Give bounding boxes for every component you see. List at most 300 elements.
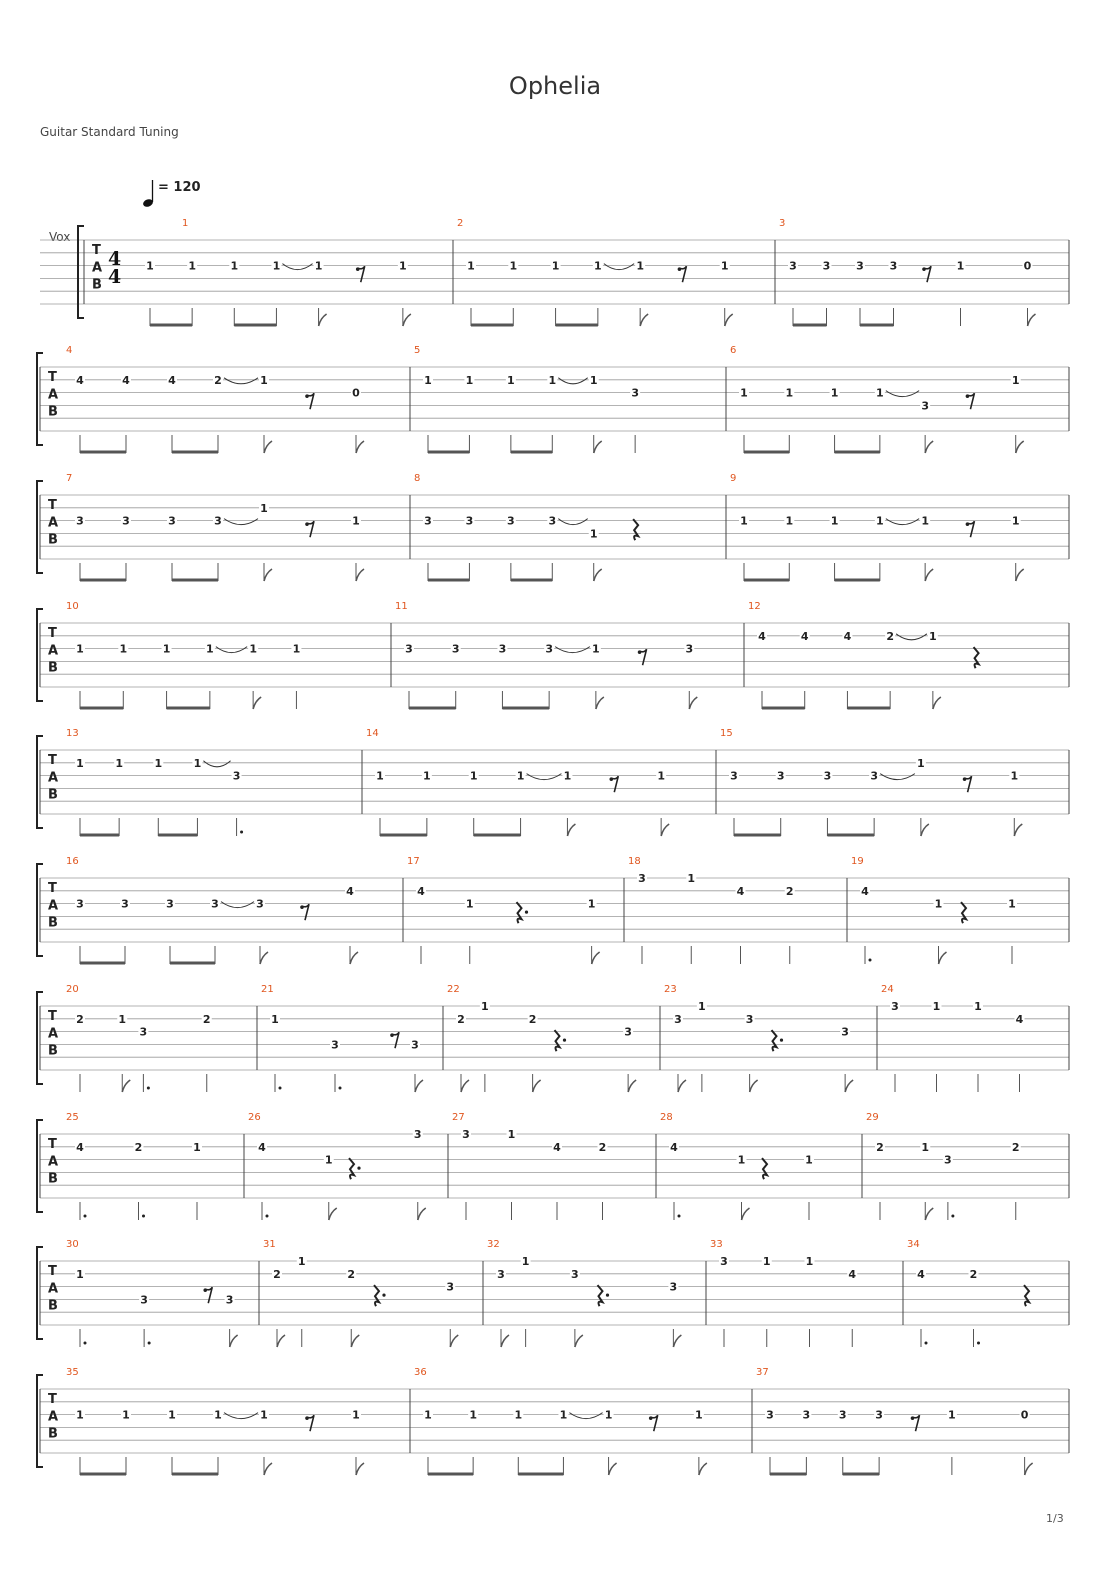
note-beam [167,707,210,710]
tab-clef-letter: T [48,1009,57,1024]
fret-number: 4 [670,1140,678,1154]
measure [457,218,733,327]
measure-number: 15 [720,728,733,739]
fret-number: 1 [1010,769,1019,783]
measure [720,728,1022,837]
fret-number: 1 [76,642,84,656]
fret-number: 3 [424,514,432,528]
fret-number: 4 [758,629,766,643]
eighth-flag [319,314,327,326]
fret-number: 3 [571,1267,579,1281]
fret-number: 3 [214,514,222,528]
fret-number: 1 [720,259,729,273]
measure [395,601,697,710]
eighth-flag [351,1335,359,1347]
fret-number: 2 [214,373,222,387]
measure-number: 2 [457,218,464,229]
note-beam [744,579,789,582]
note-beam [234,324,276,327]
measure-number: 11 [395,601,408,612]
fret-number: 3 [405,642,413,656]
tab-clef-letter: B [48,787,58,803]
measure [248,1112,426,1220]
duration-dot [147,1087,150,1090]
tab-clef-letter: A [48,1409,59,1425]
duration-dot [279,1087,282,1090]
tab-clef-letter: B [48,915,58,931]
fret-number: 3 [841,1025,849,1039]
eighth-flag [1025,1463,1033,1475]
note-beam [80,834,119,837]
rest-dot [606,1294,609,1297]
duration-dot [148,1342,151,1345]
fret-number: 1 [830,386,839,400]
fret-number: 1 [934,897,943,911]
measure-number: 21 [261,984,274,995]
tab-clef-letter: T [48,1137,57,1152]
eighth-flag [253,697,261,709]
eighth-flag [350,952,358,964]
fret-number: 1 [206,642,214,656]
eighth-flag [725,314,733,326]
fret-number: 1 [467,259,475,273]
tie-arc [886,519,919,525]
fret-number: 3 [122,514,130,528]
tab-clef-letter: T [48,498,57,513]
fret-number: 4 [76,373,84,387]
fret-number: 4 [417,884,425,898]
fret-number: 1 [785,514,794,528]
fret-number: 3 [232,769,241,783]
measure-number: 37 [756,1367,769,1378]
eighth-flag [264,1463,272,1475]
fret-number: 1 [589,373,598,387]
fret-number: 1 [956,259,965,273]
measure-number: 29 [866,1112,879,1123]
time-signature-top: 4 [108,248,122,270]
fret-number: 3 [507,514,515,528]
fret-number: 1 [563,769,572,783]
tie-arc [216,647,247,653]
eighth-flag [594,569,602,581]
note-beam [471,324,513,327]
measure [66,728,243,837]
fret-number: 1 [260,373,268,387]
tab-clef-letter: B [48,1171,58,1187]
measure-number: 36 [414,1367,427,1378]
fret-number: 2 [969,1267,978,1281]
eighth-rest-dot [305,394,309,398]
quarter-rest [517,902,522,923]
note-beam [474,834,521,837]
eighth-flag [1028,314,1036,326]
note-beam [80,579,126,582]
quarter-rest [762,1158,767,1179]
measure [756,1367,1033,1476]
fret-number: 1 [932,1000,941,1013]
fret-number: 1 [514,1408,523,1422]
fret-number: 1 [76,756,84,770]
eighth-flag [933,697,941,709]
fret-number: 4 [843,629,852,643]
quarter-rest [349,1158,354,1179]
fret-number: 1 [118,1012,127,1026]
fret-number: 1 [594,259,602,273]
fret-number: 2 [876,1140,884,1154]
tab-clef-letter: T [48,370,57,385]
measure-number: 1 [182,218,189,229]
eighth-flag [673,1335,681,1347]
fret-number: 1 [260,501,268,515]
measure [407,856,600,964]
eighth-flag [925,441,933,453]
fret-number: 2 [273,1267,281,1281]
measure [907,1239,1029,1347]
fret-number: 1 [193,756,202,770]
measure [452,1112,608,1220]
fret-number: 2 [886,629,894,643]
fret-number: 1 [154,756,163,770]
note-beam [843,1473,879,1476]
quarter-rest [974,647,979,668]
duration-dot [977,1342,980,1345]
measure [779,218,1036,327]
duration-dot [339,1087,342,1090]
fret-number: 3 [766,1408,774,1422]
measure-number: 9 [730,473,737,484]
tab-clef-letter: B [92,277,102,293]
fret-number: 4 [258,1140,266,1154]
fret-number: 3 [674,1012,682,1026]
eighth-flag [329,1208,337,1220]
quarter-rest [598,1285,603,1306]
note-beam [762,707,805,710]
measure-number: 10 [66,601,79,612]
fret-number: 1 [119,642,128,656]
fret-number: 0 [1023,259,1032,273]
fret-number: 0 [1020,1408,1029,1422]
fret-number: 3 [451,642,460,656]
fret-number: 0 [352,386,360,400]
fret-number: 3 [168,514,176,528]
measure-number: 34 [907,1239,920,1250]
fret-number: 4 [848,1267,857,1281]
tie-arc [896,634,927,640]
fret-number: 1 [762,1255,771,1268]
measure [866,1112,1021,1220]
fret-number: 1 [516,769,525,783]
fret-number: 2 [528,1012,537,1026]
fret-number: 1 [917,756,925,770]
measure [66,984,212,1092]
rest-dot [357,1167,360,1170]
note-beam [835,579,880,582]
eighth-flag [122,1080,130,1092]
eighth-flag [533,1080,541,1092]
fret-number: 1 [876,386,884,400]
measure-number: 8 [414,473,421,484]
tie-arc [224,378,258,384]
tab-clef-letter: A [48,387,59,403]
note-beam [80,707,123,710]
fret-number: 1 [921,1140,930,1154]
measure-number: 16 [66,856,79,867]
measure [748,601,979,710]
fret-number: 1 [469,1408,477,1422]
measure-number: 14 [366,728,379,739]
tab-system [37,345,1069,454]
fret-number: 1 [740,386,748,400]
measure-number: 6 [730,345,737,356]
tab-clef-letter: A [48,1026,59,1042]
tab-clef-letter: B [48,1298,58,1314]
note-beam [80,451,126,454]
quarter-rest [1024,1285,1029,1306]
eighth-flag [418,1208,426,1220]
measure-number: 23 [664,984,677,995]
note-beam [428,451,469,454]
note-beam [511,579,552,582]
fret-number: 1 [314,259,323,273]
fret-number: 4 [917,1267,925,1281]
tab-clef-letter: T [92,243,101,258]
fret-number: 1 [589,527,598,541]
measure-number: 30 [66,1239,79,1250]
fret-number: 1 [168,1408,176,1422]
measure-number: 32 [487,1239,500,1250]
eighth-flag [594,441,602,453]
fret-number: 1 [592,642,600,656]
eighth-rest-dot [649,1416,653,1420]
eighth-rest-dot [305,522,309,526]
eighth-flag [939,952,947,964]
fret-number: 1 [559,1408,568,1422]
fret-number: 2 [134,1140,143,1154]
note-beam [172,1473,218,1476]
tie-arc [558,378,587,384]
fret-number: 1 [929,629,937,643]
measure [145,218,411,327]
eighth-rest-dot [203,1288,207,1292]
fret-number: 3 [789,259,797,273]
measure [414,1367,707,1476]
eighth-flag [1014,824,1022,836]
eighth-flag [689,697,697,709]
measure-number: 20 [66,984,79,995]
fret-number: 3 [411,1038,419,1052]
fret-number: 3 [462,1128,470,1141]
tab-clef-letter: B [48,660,58,676]
fret-number: 2 [76,1012,84,1026]
eighth-rest-dot [356,267,360,271]
eighth-flag [356,569,364,581]
note-beam [502,707,549,710]
measure [66,856,358,965]
fret-number: 3 [822,259,831,273]
fret-number: 1 [297,1255,306,1268]
fret-number: 1 [521,1255,530,1268]
note-beam [380,834,427,837]
eighth-flag [921,824,929,836]
fret-number: 1 [948,1408,956,1422]
fret-number: 4 [76,1140,84,1154]
tie-arc [604,264,634,270]
measure [366,728,669,837]
eighth-flag [260,952,268,964]
fret-number: 1 [272,259,281,273]
measure [66,473,364,582]
fret-number: 1 [214,1408,222,1422]
measure-number: 13 [66,728,79,739]
note-beam [770,1473,806,1476]
tie-arc [569,1413,602,1419]
eighth-flag [596,697,604,709]
measure [66,1367,364,1476]
fret-number: 2 [202,1012,211,1026]
note-beam [860,324,894,327]
fret-number: 3 [921,399,929,413]
measure [730,345,1024,454]
fret-number: 1 [1011,514,1020,528]
duration-dot [678,1215,681,1218]
fret-number: 1 [548,373,557,387]
duration-dot [240,831,243,834]
note-beam [847,707,890,710]
fret-number: 1 [698,1000,706,1013]
measure-number: 22 [447,984,460,995]
measure-number: 25 [66,1112,79,1123]
measure [487,1239,681,1347]
fret-number: 4 [168,373,176,387]
eighth-rest-dot [390,1033,394,1037]
measure-number: 5 [414,345,421,356]
tie-arc [555,647,590,653]
fret-number: 1 [76,1408,84,1422]
eighth-flag [678,1080,686,1092]
measure-number: 19 [851,856,864,867]
fret-number: 1 [352,1408,360,1422]
measure [261,984,423,1092]
fret-number: 3 [465,514,474,528]
fret-number: 3 [76,897,84,911]
note-beam [172,579,218,582]
tab-system [37,1367,1069,1476]
fret-number: 3 [497,1267,505,1281]
tab-clef-letter: T [48,753,57,768]
measure [730,473,1024,582]
eighth-flag [450,1335,458,1347]
tab-clef-letter: T [48,1392,57,1407]
eighth-rest-dot [638,650,642,654]
fret-number: 1 [805,1255,814,1268]
fret-number: 3 [256,897,264,911]
fret-number: 3 [121,897,129,911]
fret-number: 1 [830,514,839,528]
fret-number: 1 [1011,373,1020,387]
eighth-rest-dot [305,1416,309,1420]
fret-number: 1 [465,373,474,387]
note-beam [172,451,218,454]
fret-number: 4 [553,1140,561,1154]
fret-number: 3 [891,1000,899,1013]
measure-number: 17 [407,856,420,867]
note-beam [744,451,789,454]
tie-arc [203,761,230,767]
fret-number: 2 [598,1140,607,1154]
fret-number: 1 [193,1140,201,1154]
measure [660,1112,814,1220]
fret-number: 4 [800,629,809,643]
eighth-flag [461,1080,469,1092]
eighth-flag [264,441,272,453]
fret-number: 1 [399,259,407,273]
fret-number: 3 [856,259,864,273]
fret-number: 1 [551,259,560,273]
eighth-rest-dot [678,267,682,271]
eighth-flag [750,1080,758,1092]
duration-dot [951,1215,954,1218]
tab-clef-letter: B [48,404,58,420]
eighth-flag [501,1335,509,1347]
fret-number: 1 [1008,897,1016,911]
fret-number: 1 [509,259,518,273]
tie-arc [221,902,254,908]
fret-number: 1 [587,897,596,911]
track-name: Vox [49,230,71,244]
fret-number: 3 [446,1280,455,1294]
tab-system [37,1239,1069,1347]
quarter-rest [633,519,638,540]
fret-number: 3 [730,769,738,783]
fret-number: 3 [166,897,174,911]
measure [628,856,795,964]
fret-number: 2 [347,1267,356,1281]
tie-arc [527,774,562,780]
fret-number: 3 [685,642,694,656]
fret-number: 1 [271,1012,279,1026]
fret-number: 1 [737,1153,746,1167]
measure-number: 3 [779,218,786,229]
fret-number: 1 [740,514,748,528]
measure-number: 4 [66,345,73,356]
eighth-flag [925,1208,933,1220]
note-beam [428,1473,473,1476]
measure [851,856,1017,964]
fret-number: 1 [76,1267,84,1281]
tab-clef-letter: A [92,260,103,276]
tab-system [37,601,1069,710]
fret-number: 3 [838,1408,847,1422]
rest-dot [382,1294,385,1297]
measure [881,984,1025,1092]
note-beam [80,962,125,965]
eighth-rest-dot [922,267,926,271]
rest-dot [563,1039,566,1042]
fret-number: 1 [507,1128,516,1141]
fret-number: 1 [785,386,794,400]
eighth-rest-dot [300,905,304,909]
tab-clef-letter: A [48,1154,59,1170]
note-beam [734,834,781,837]
measure-number: 33 [710,1239,723,1250]
eighth-flag [1016,569,1024,581]
duration-dot [84,1342,87,1345]
fret-number: 1 [260,1408,268,1422]
eighth-flag [609,1463,617,1475]
fret-number: 3 [944,1153,952,1167]
tab-clef-letter: A [48,515,59,531]
tab-clef-letter: T [48,881,57,896]
